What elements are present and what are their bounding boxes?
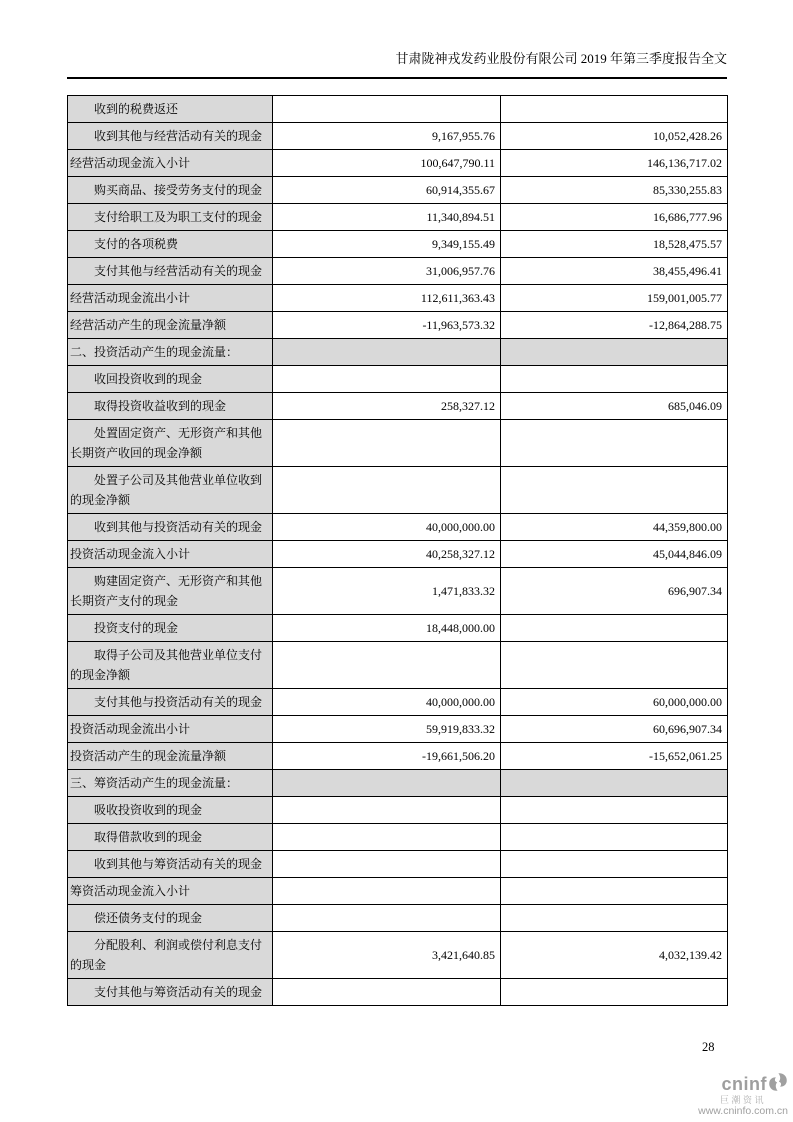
- value-current-period: [273, 366, 501, 393]
- row-label: 收到其他与筹资活动有关的现金: [68, 851, 273, 878]
- value-prior-period: 60,000,000.00: [501, 689, 728, 716]
- value-prior-period: 696,907.34: [501, 568, 728, 615]
- value-current-period: [273, 878, 501, 905]
- logo-top-row: [722, 1072, 789, 1097]
- value-current-period: 40,000,000.00: [273, 689, 501, 716]
- row-label: 购买商品、接受劳务支付的现金: [68, 177, 273, 204]
- value-prior-period: [501, 851, 728, 878]
- row-label: 偿还债务支付的现金: [68, 905, 273, 932]
- cninfo-logo: [698, 1072, 788, 1117]
- value-prior-period: [501, 96, 728, 123]
- value-current-period: 11,340,894.51: [273, 204, 501, 231]
- value-current-period: 59,919,833.32: [273, 716, 501, 743]
- value-prior-period: 685,046.09: [501, 393, 728, 420]
- value-prior-period: [501, 905, 728, 932]
- row-label: 支付其他与投资活动有关的现金: [68, 689, 273, 716]
- value-current-period: [273, 467, 501, 514]
- table-body: [68, 96, 728, 1006]
- value-prior-period: -12,864,288.75: [501, 312, 728, 339]
- value-current-period: -19,661,506.20: [273, 743, 501, 770]
- logo-brand-text: cninf: [721, 1073, 767, 1094]
- table-row: [68, 797, 728, 824]
- value-current-period: 258,327.12: [273, 393, 501, 420]
- row-label: 筹资活动现金流入小计: [68, 878, 273, 905]
- value-prior-period: 10,052,428.26: [501, 123, 728, 150]
- table-row: [68, 150, 728, 177]
- value-current-period: [273, 770, 501, 797]
- value-current-period: -11,963,573.32: [273, 312, 501, 339]
- value-prior-period: 18,528,475.57: [501, 231, 728, 258]
- value-current-period: 1,471,833.32: [273, 568, 501, 615]
- value-current-period: [273, 979, 501, 1006]
- value-current-period: [273, 339, 501, 366]
- row-label: 支付的各项税费: [68, 231, 273, 258]
- row-label: 收到其他与投资活动有关的现金: [68, 514, 273, 541]
- table-row: [68, 285, 728, 312]
- table-row: [68, 96, 728, 123]
- row-label: 三、筹资活动产生的现金流量：: [68, 770, 273, 797]
- value-prior-period: [501, 642, 728, 689]
- value-prior-period: 4,032,139.42: [501, 932, 728, 979]
- cash-flow-table: [67, 95, 728, 1006]
- row-label: 收到其他与经营活动有关的现金: [68, 123, 273, 150]
- page-header-title: 甘肃陇神戎发药业股份有限公司 2019 年第三季度报告全文: [67, 50, 727, 79]
- table-row: [68, 541, 728, 568]
- value-prior-period: 60,696,907.34: [501, 716, 728, 743]
- table-row: [68, 824, 728, 851]
- table-row: [68, 615, 728, 642]
- value-prior-period: [501, 797, 728, 824]
- value-prior-period: 85,330,255.83: [501, 177, 728, 204]
- row-label: 投资活动现金流入小计: [68, 541, 273, 568]
- row-label: 经营活动现金流入小计: [68, 150, 273, 177]
- row-label: 二、投资活动产生的现金流量：: [68, 339, 273, 366]
- value-prior-period: [501, 366, 728, 393]
- row-label: 支付给职工及为职工支付的现金: [68, 204, 273, 231]
- table-row: [68, 743, 728, 770]
- table-row: [68, 312, 728, 339]
- value-prior-period: 16,686,777.96: [501, 204, 728, 231]
- value-current-period: 31,006,957.76: [273, 258, 501, 285]
- row-label: 收回投资收到的现金: [68, 366, 273, 393]
- value-current-period: [273, 797, 501, 824]
- value-current-period: 9,167,955.76: [273, 123, 501, 150]
- row-label: 收到的税费返还: [68, 96, 273, 123]
- value-current-period: 112,611,363.43: [273, 285, 501, 312]
- value-prior-period: [501, 420, 728, 467]
- logo-website: www.cninfo.com.cn: [698, 1105, 788, 1118]
- row-label: 吸收投资收到的现金: [68, 797, 273, 824]
- row-label: 取得借款收到的现金: [68, 824, 273, 851]
- table-row: [68, 123, 728, 150]
- value-current-period: 3,421,640.85: [273, 932, 501, 979]
- row-label: 投资活动产生的现金流量净额: [68, 743, 273, 770]
- row-label: 投资活动现金流出小计: [68, 716, 273, 743]
- table-row: [68, 258, 728, 285]
- table-row: [68, 716, 728, 743]
- swirl-icon: [768, 1072, 788, 1097]
- value-prior-period: 38,455,496.41: [501, 258, 728, 285]
- row-label: 经营活动产生的现金流量净额: [68, 312, 273, 339]
- value-prior-period: [501, 824, 728, 851]
- section-row: [68, 770, 728, 797]
- value-current-period: [273, 96, 501, 123]
- table-row: [68, 932, 728, 979]
- table-row: [68, 467, 728, 514]
- row-label: 支付其他与筹资活动有关的现金: [68, 979, 273, 1006]
- value-current-period: [273, 824, 501, 851]
- value-prior-period: [501, 467, 728, 514]
- table-row: [68, 979, 728, 1006]
- row-label: 取得子公司及其他营业单位支付的现金净额: [68, 642, 273, 689]
- value-prior-period: 159,001,005.77: [501, 285, 728, 312]
- row-label: 支付其他与经营活动有关的现金: [68, 258, 273, 285]
- value-prior-period: 45,044,846.09: [501, 541, 728, 568]
- table-row: [68, 568, 728, 615]
- value-prior-period: [501, 615, 728, 642]
- row-label: 取得投资收益收到的现金: [68, 393, 273, 420]
- table-row: [68, 878, 728, 905]
- table-row: [68, 204, 728, 231]
- value-prior-period: [501, 770, 728, 797]
- row-label: 投资支付的现金: [68, 615, 273, 642]
- table-row: [68, 420, 728, 467]
- row-label: 处置子公司及其他营业单位收到的现金净额: [68, 467, 273, 514]
- table-row: [68, 689, 728, 716]
- table-row: [68, 393, 728, 420]
- table-row: [68, 366, 728, 393]
- value-current-period: 9,349,155.49: [273, 231, 501, 258]
- table-row: [68, 905, 728, 932]
- value-prior-period: [501, 979, 728, 1006]
- value-prior-period: [501, 878, 728, 905]
- value-current-period: [273, 420, 501, 467]
- value-current-period: 18,448,000.00: [273, 615, 501, 642]
- value-current-period: 100,647,790.11: [273, 150, 501, 177]
- row-label: 购建固定资产、无形资产和其他长期资产支付的现金: [68, 568, 273, 615]
- section-row: [68, 339, 728, 366]
- value-current-period: [273, 642, 501, 689]
- value-prior-period: 44,359,800.00: [501, 514, 728, 541]
- value-current-period: 40,258,327.12: [273, 541, 501, 568]
- logo-chinese-name: 巨潮资讯: [719, 1094, 766, 1105]
- table-row: [68, 231, 728, 258]
- table-row: [68, 177, 728, 204]
- table-row: [68, 642, 728, 689]
- value-current-period: [273, 905, 501, 932]
- value-prior-period: [501, 339, 728, 366]
- page-number: 28: [702, 1040, 715, 1054]
- table-row: [68, 851, 728, 878]
- value-prior-period: -15,652,061.25: [501, 743, 728, 770]
- value-current-period: [273, 851, 501, 878]
- row-label: 处置固定资产、无形资产和其他长期资产收回的现金净额: [68, 420, 273, 467]
- table-row: [68, 514, 728, 541]
- value-prior-period: 146,136,717.02: [501, 150, 728, 177]
- row-label: 经营活动现金流出小计: [68, 285, 273, 312]
- row-label: 分配股利、利润或偿付利息支付的现金: [68, 932, 273, 979]
- value-current-period: 40,000,000.00: [273, 514, 501, 541]
- value-current-period: 60,914,355.67: [273, 177, 501, 204]
